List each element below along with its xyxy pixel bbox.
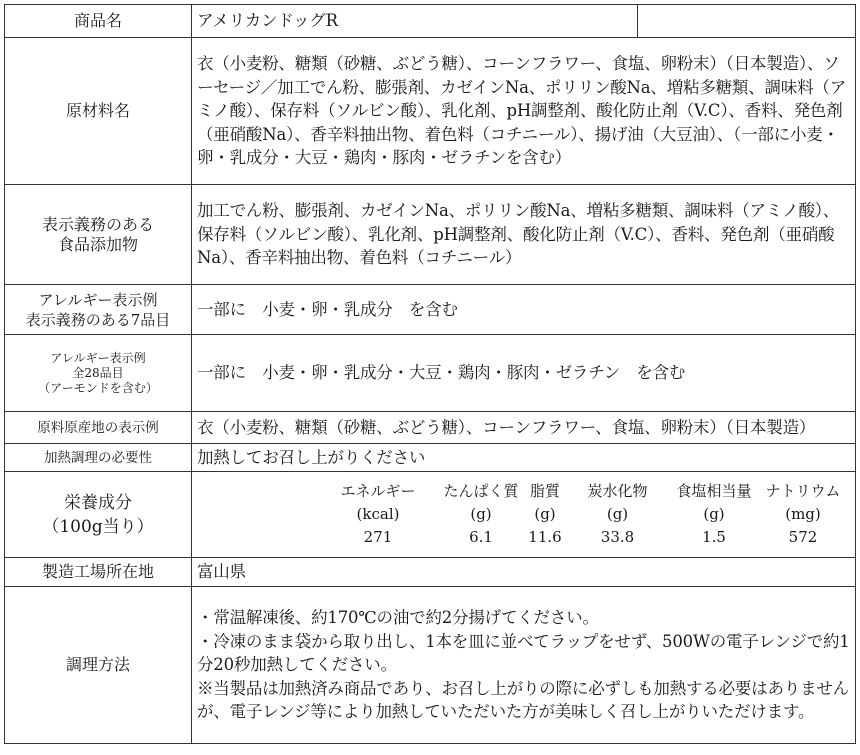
value-factory: 富山県	[192, 558, 856, 587]
row-allergy-28	[5, 335, 856, 412]
label-allergy-28-line3: （アーモンドを含む）	[38, 380, 158, 395]
value-cooking	[192, 587, 856, 744]
nutrition-name: たんぱく質	[443, 482, 519, 500]
value-additives: 加工でん粉、膨張剤、カゼインNa、ポリリン酸Na、増粘多糖類、調味料（アミノ酸）、保存料（ソルビン酸）、乳化剤、pH調整剤、酸化防止剤（V.C）、香料、発色剤（亜硝酸Na）、香辛料抽出物、着色料（コチニール）	[192, 185, 856, 285]
label-nutrition	[5, 472, 192, 558]
label-heating: 加熱調理の必要性	[5, 444, 192, 472]
label-origin: 原料原産地の表示例	[5, 412, 192, 444]
nutrition-unit: (g)	[470, 505, 492, 523]
label-additives-line1: 表示義務のある	[41, 214, 154, 234]
value-ingredients: 衣（小麦粉、糖類（砂糖、ぶどう糖）、コーンフラワー、食塩、卵粉末）（日本製造）、ソーセージ／加工でん粉、膨張剤、カゼインNa、ポリリン酸Na、増粘多糖類、調味料（アミノ酸）、保存料（ソルビン酸）、乳化剤、pH調整剤、酸化防止剤（V.C）、香料、発色剤（亜硝酸Na）、香辛料抽出物、着色料（コチニール）、揚げ油（大豆油）、（一部に小麦・卵・乳成分・大豆・鶏肉・豚肉・ゼラチンを含む）	[192, 38, 856, 185]
label-allergy-7	[5, 285, 192, 335]
row-allergy-7	[5, 285, 856, 335]
cooking-line-note: ※当製品は加熱済み商品であり、お召し上がりの際に必ずしも加熱する必要はありませんが、電子レンジ等により加熱していただいた方が美味しく召し上がりいただけます。	[197, 678, 850, 722]
row-cooking	[5, 587, 856, 744]
label-product-name: 商品名	[5, 5, 192, 38]
label-additives	[5, 185, 192, 285]
nutrition-value: 6.1	[469, 528, 493, 546]
value-product-extra	[638, 5, 856, 38]
nutrition-name: ナトリウム	[765, 482, 841, 500]
value-origin: 衣（小麦粉、糖類（砂糖、ぶどう糖）、コーンフラワー、食塩、卵粉末）（日本製造）	[192, 412, 856, 444]
row-factory	[5, 558, 856, 587]
label-allergy-28	[5, 335, 192, 412]
nutrition-name: 炭水化物	[587, 482, 648, 500]
label-allergy-7-line2: 表示義務のある7品目	[25, 310, 171, 329]
row-nutrition	[5, 472, 856, 558]
nutrition-unit: (kcal)	[356, 505, 400, 523]
label-additives-line2: 食品添加物	[57, 234, 138, 254]
label-nutrition-line1: 栄養成分	[64, 492, 132, 513]
label-allergy-28-line1: アレルギー表示例	[50, 350, 146, 365]
label-nutrition-line2: （100g当り）	[42, 516, 154, 537]
cooking-line-fry: ・常温解凍後、約170℃の油で約2分揚げてください。	[197, 608, 599, 628]
nutrition-name: 脂質	[529, 482, 560, 500]
label-factory: 製造工場所在地	[5, 558, 192, 587]
row-origin	[5, 412, 856, 444]
value-nutrition	[192, 472, 856, 558]
label-allergy-28-line2: 全28品目	[72, 365, 124, 380]
nutrition-value: 271	[363, 528, 393, 546]
row-product-name	[5, 5, 856, 38]
value-allergy-28: 一部に 小麦・卵・乳成分・大豆・鶏肉・豚肉・ゼラチン を含む	[192, 335, 856, 412]
nutrition-value: 1.5	[702, 528, 726, 546]
label-cooking: 調理方法	[5, 587, 192, 744]
row-additives	[5, 185, 856, 285]
nutrition-name: 食塩相当量	[676, 482, 752, 500]
nutrition-value: 572	[788, 528, 818, 546]
label-allergy-7-line1: アレルギー表示例	[38, 290, 158, 309]
nutrition-unit: (mg)	[785, 505, 821, 523]
product-spec-table	[4, 4, 856, 744]
value-product-name: アメリカンドッグR	[192, 5, 638, 38]
nutrition-grid	[314, 480, 855, 549]
value-allergy-7: 一部に 小麦・卵・乳成分 を含む	[192, 285, 856, 335]
label-ingredients: 原材料名	[5, 38, 192, 185]
nutrition-unit: (g)	[534, 505, 556, 523]
nutrition-unit: (g)	[703, 505, 725, 523]
nutrition-value: 33.8	[600, 528, 635, 546]
nutrition-value: 11.6	[528, 528, 562, 546]
nutrition-unit: (g)	[606, 505, 629, 523]
row-ingredients	[5, 38, 856, 185]
value-heating: 加熱してお召し上がりください	[192, 444, 856, 472]
nutrition-name: エネルギー	[340, 482, 416, 500]
cooking-line-microwave: ・冷凍のまま袋から取り出し、1本を皿に並べてラップをせず、500Wの電子レンジで約1分20秒加熱してください。	[197, 631, 850, 675]
row-heating	[5, 444, 856, 472]
